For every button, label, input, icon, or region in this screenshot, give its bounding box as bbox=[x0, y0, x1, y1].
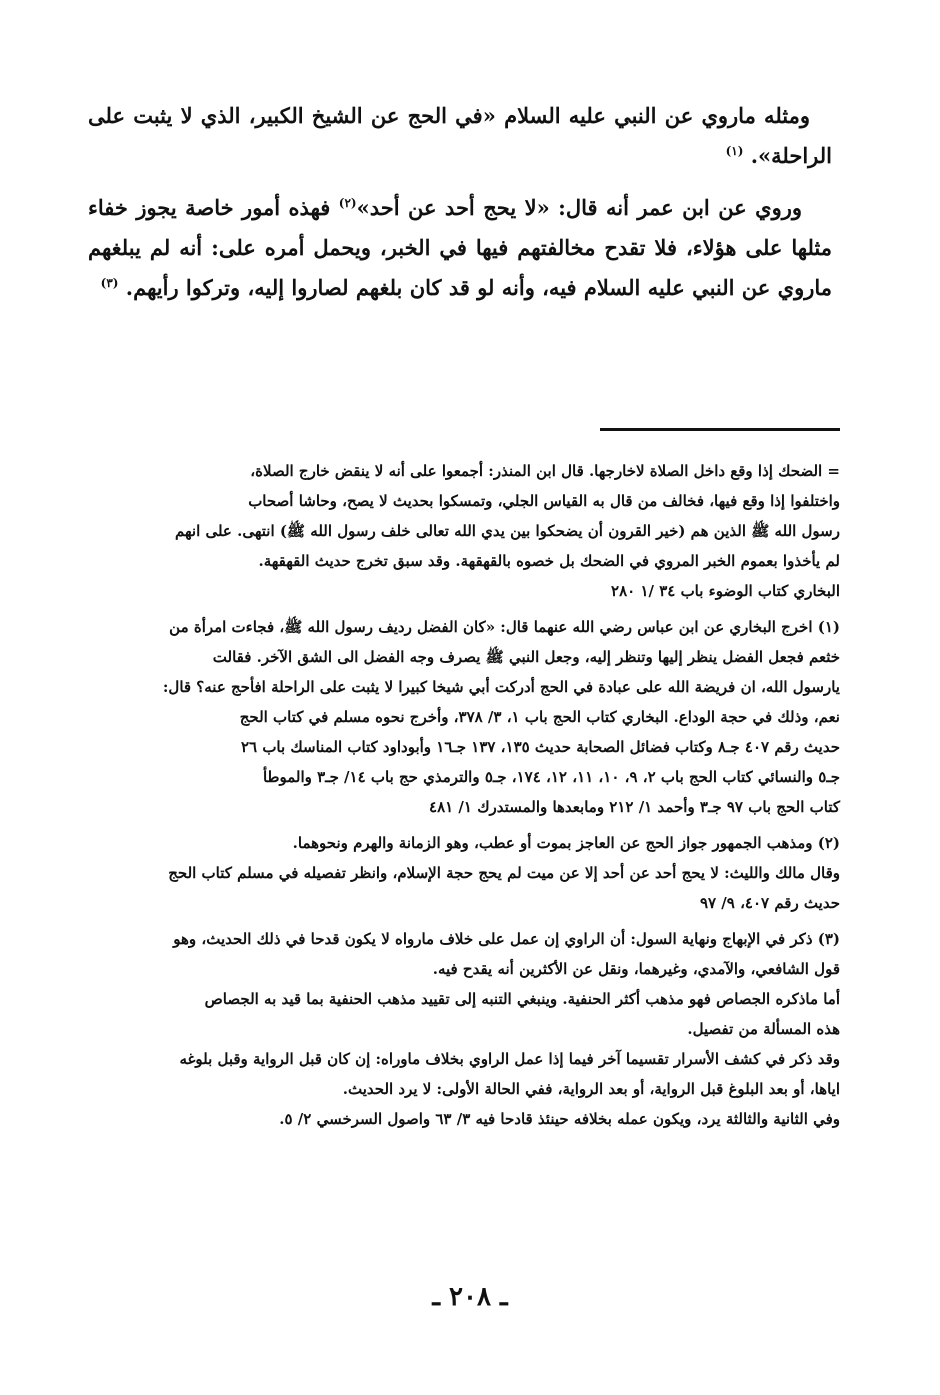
paragraph-1 bbox=[88, 96, 832, 176]
footnote-line: وفي الثانية والثالثة يرد، ويكون عمله بخلافه حينئذ قادحا فيه ٣/ ٦٣ واصول السرخسي ٢/ ٥. bbox=[279, 1110, 840, 1128]
paragraph-2 bbox=[88, 188, 832, 308]
footnote-line: حديث رقم ٤٠٧ جـ٨ وكتاب فضائل الصحابة حديث ١٣٥، ١٣٧ جـ١٦ وأبوداود كتاب المناسك باب ٢٦ bbox=[240, 738, 840, 756]
main-text bbox=[88, 96, 832, 320]
footnote-line: البخاري كتاب الوضوء باب ٣٤ /١ ٢٨٠ bbox=[611, 582, 840, 600]
footnote-line: اياها، أو بعد البلوغ قبل الرواية، أو بعد الرواية، ففي الحالة الأولى: لا يرد الحديث. bbox=[342, 1080, 840, 1098]
paragraph-2-text: فهذه أمور خاصة يجوز خفاء مثلها على هؤلاء، فلا تقدح مخالفتهم فيها في الخبر، ويحمل أمره على: أنه لم يبلغهم ماروي عن النبي عليه السلام فيه، وأنه لو قد كان بلغهم لصاروا إليه، وتركوا رأيهم. bbox=[88, 195, 832, 300]
footnote-3 bbox=[98, 924, 840, 1134]
footnote-line: هذه المسألة من تفصيل. bbox=[687, 1020, 840, 1038]
footnotes bbox=[98, 456, 840, 1140]
footnote-separator bbox=[600, 428, 840, 431]
footnote-line: = الضحك إذا وقع داخل الصلاة لاخارجها. قال ابن المنذر: أجمعوا على أنه لا ينقض خارج الصلاة، bbox=[250, 462, 840, 480]
footnote-line: رسول الله ﷺ الذين هم (خير القرون أن يضحكوا بين يدي الله تعالى خلف رسول الله ﷺ) انتهى. على انهم bbox=[175, 522, 840, 540]
footnote-ref-1: (١) bbox=[725, 144, 744, 158]
footnote-line: جـ٥ والنسائي كتاب الحج باب ٢، ٩، ١٠، ١١، ١٢، ١٧٤، جـ٥ والترمذي حج باب ١٤/ جـ٣ والموطأ bbox=[262, 768, 840, 786]
footnote-line: وقال مالك والليث: لا يحج أحد عن أحد إلا عن ميت لم يحج حجة الإسلام، وانظر تفصيله في مسلم كتاب الحج bbox=[168, 864, 840, 882]
footnote-line: يارسول الله، ان فريضة الله على عبادة في الحج أدركت أبي شيخا كبيرا لا يثبت على الراحلة افأحج عنه؟ قال: bbox=[162, 678, 840, 696]
footnote-line: أما ماذكره الجصاص فهو مذهب أكثر الحنفية. وينبغي التنبه إلى تقييد مذهب الحنفية بما قيد به الجصاص bbox=[204, 990, 840, 1008]
footnote-line: كتاب الحج باب ٩٧ جـ٣ وأحمد ١/ ٢١٢ ومابعدها والمستدرك ١/ ٤٨١ bbox=[429, 798, 840, 816]
footnote-line: (٢) ومذهب الجمهور جواز الحج عن العاجز بموت أو عطب، وهو الزمانة والهرم ونحوهما. bbox=[292, 834, 840, 852]
footnote-line: حديث رقم ٤٠٧، ٩/ ٩٧ bbox=[699, 894, 840, 912]
footnote-line: قول الشافعي، والآمدي، وغيرهما، ونقل عن الأكثرين أنه يقدح فيه. bbox=[432, 960, 840, 978]
paragraph-1-text: ومثله ماروي عن النبي عليه السلام «في الحج عن الشيخ الكبير، الذي لا يثبت على الراحلة». bbox=[88, 103, 832, 168]
footnote-ref-3: (٣) bbox=[100, 276, 119, 290]
footnote-line: (١) اخرج البخاري عن ابن عباس رضي الله عنهما قال: «كان الفضل رديف رسول الله ﷺ، فجاءت امرأة من bbox=[169, 618, 840, 636]
footnote-ref-2: (٢) bbox=[338, 196, 357, 210]
footnote-2 bbox=[98, 828, 840, 918]
footnote-line: وقد ذكر في كشف الأسرار تقسيما آخر فيما إذا عمل الراوي بخلاف ماوراه: إن كان قبل الرواية وقبل بلوغه bbox=[179, 1050, 840, 1068]
paragraph-2-quote: وروي عن ابن عمر أنه قال: «لا يحج أحد عن أحد» bbox=[356, 195, 803, 220]
footnote-line: خثعم فجعل الفضل ينظر إليها وتنظر إليه، وجعل النبي ﷺ يصرف وجه الفضل الى الشق الآخر. فقالت bbox=[212, 648, 840, 666]
page-number: ـ ٢٠٨ ـ bbox=[432, 1282, 508, 1312]
footnote-line: نعم، وذلك في حجة الوداع. البخاري كتاب الحج باب ١، ٣/ ٣٧٨، وأخرج نحوه مسلم في كتاب الحج bbox=[239, 708, 840, 726]
footnote-line: واختلفوا إذا وقع فيها، فخالف من قال به القياس الجلي، وتمسكوا بحديث لا يصح، وحاشا أصحاب bbox=[248, 492, 840, 510]
footnote-continuation bbox=[98, 456, 840, 606]
footnote-line: لم يأخذوا بعموم الخبر المروي في الضحك بل خصوه بالقهقهة. وقد سبق تخرج حديث القهقهة. bbox=[258, 552, 840, 570]
footnote-1 bbox=[98, 612, 840, 822]
footnote-line: (٣) ذكر في الإبهاج ونهاية السول: أن الراوي إن عمل على خلاف مارواه لا يكون قدحا في ذلك الحديث، وهو bbox=[173, 930, 840, 948]
